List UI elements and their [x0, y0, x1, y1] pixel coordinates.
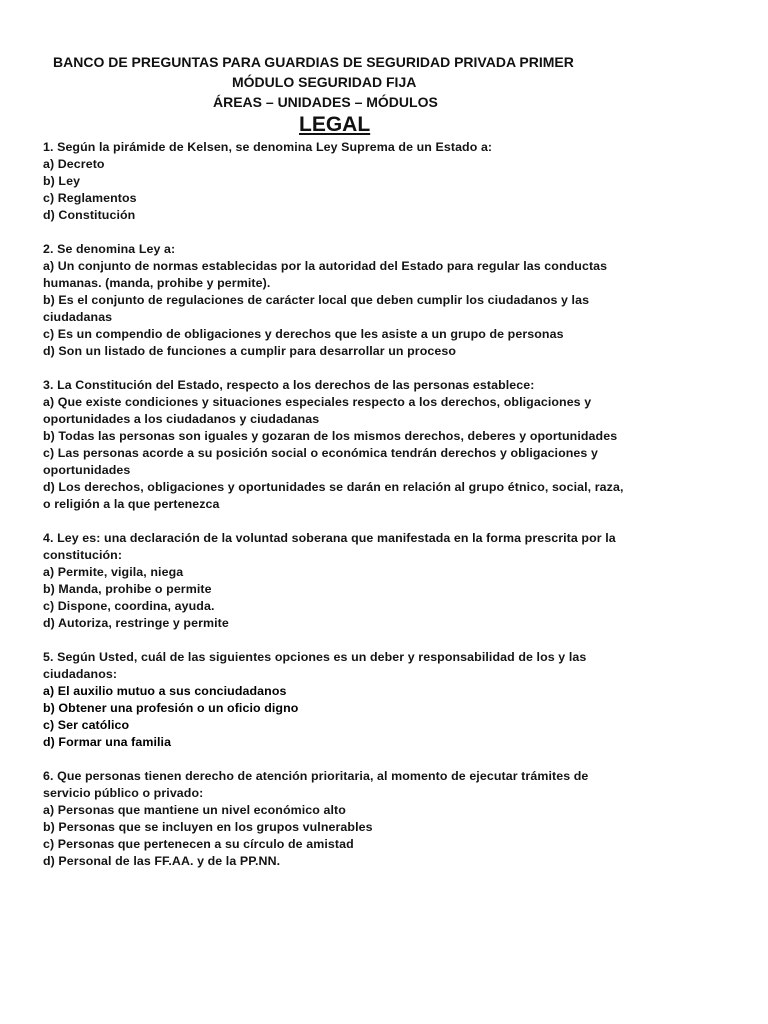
- question-text: 3. La Constitución del Estado, respecto a los derechos de las personas establece:: [43, 378, 535, 392]
- answer-option: d) Formar una familia: [43, 735, 172, 749]
- answer-option: b) Personas que se incluyen en los grupos vulnerables: [43, 820, 373, 834]
- document-title-line-2: MÓDULO SEGURIDAD FIJA: [232, 74, 417, 90]
- question-text: 4. Ley es: una declaración de la voluntad soberana que manifestada en la forma prescrita por la constitución:: [43, 531, 616, 562]
- section-heading: LEGAL: [299, 113, 371, 136]
- question-text: 5. Según Usted, cuál de las siguientes opciones es un deber y responsabilidad de los y las ciudadanos:: [43, 650, 587, 681]
- answer-option: a) Personas que mantiene un nivel económico alto: [43, 803, 346, 817]
- document-title-line-3: ÁREAS – UNIDADES – MÓDULOS: [213, 94, 438, 110]
- answer-option: d) Personal de las FF.AA. y de la PP.NN.: [43, 854, 281, 868]
- question-list: [43, 139, 633, 887]
- answer-option: c) Las personas acorde a su posición social o económica tendrán derechos y obligaciones y oportunidades: [43, 446, 598, 477]
- answer-option: b) Manda, prohibe o permite: [43, 582, 212, 596]
- answer-option: b) Todas las personas son iguales y gozaran de los mismos derechos, deberes y oportunidades: [43, 429, 618, 443]
- answer-option: b) Es el conjunto de regulaciones de carácter local que deben cumplir los ciudadanos y las ciudadanas: [43, 293, 590, 324]
- document-title-line-1: BANCO DE PREGUNTAS PARA GUARDIAS DE SEGURIDAD PRIVADA PRIMER: [53, 54, 574, 70]
- answer-option: d) Los derechos, obligaciones y oportunidades se darán en relación al grupo étnico, social, raza, o religión a la que pertenezca: [43, 480, 624, 511]
- answer-option: c) Es un compendio de obligaciones y derechos que les asiste a un grupo de personas: [43, 327, 564, 341]
- question-6: [43, 768, 633, 870]
- answer-option: c) Reglamentos: [43, 191, 137, 205]
- answer-option: d) Constitución: [43, 208, 136, 222]
- answer-option: a) Permite, vigila, niega: [43, 565, 184, 579]
- question-text: 2. Se denomina Ley a:: [43, 242, 176, 256]
- answer-option: a) Que existe condiciones y situaciones especiales respecto a los derechos, obligaciones y oportunidades a los ciudadanos y ciudadanas: [43, 395, 592, 426]
- question-2: [43, 241, 633, 360]
- answer-option: b) Ley: [43, 174, 81, 188]
- question-4: [43, 530, 633, 632]
- answer-option: b) Obtener una profesión o un oficio digno: [43, 701, 299, 715]
- question-text: 6. Que personas tienen derecho de atención prioritaria, al momento de ejecutar trámites de servicio público o privado:: [43, 769, 589, 800]
- answer-option: d) Autoriza, restringe y permite: [43, 616, 229, 630]
- answer-option: d) Son un listado de funciones a cumplir para desarrollar un proceso: [43, 344, 457, 358]
- question-1: [43, 139, 633, 224]
- answer-option: a) El auxilio mutuo a sus conciudadanos: [43, 684, 287, 698]
- question-text: 1. Según la pirámide de Kelsen, se denomina Ley Suprema de un Estado a:: [43, 140, 493, 154]
- question-5: [43, 649, 633, 751]
- answer-option: c) Ser católico: [43, 718, 130, 732]
- answer-option: c) Personas que pertenecen a su círculo de amistad: [43, 837, 354, 851]
- answer-option: a) Un conjunto de normas establecidas por la autoridad del Estado para regular las conductas humanas. (manda, prohibe y permite).: [43, 259, 608, 290]
- answer-option: a) Decreto: [43, 157, 105, 171]
- answer-option: c) Dispone, coordina, ayuda.: [43, 599, 215, 613]
- question-3: [43, 377, 633, 513]
